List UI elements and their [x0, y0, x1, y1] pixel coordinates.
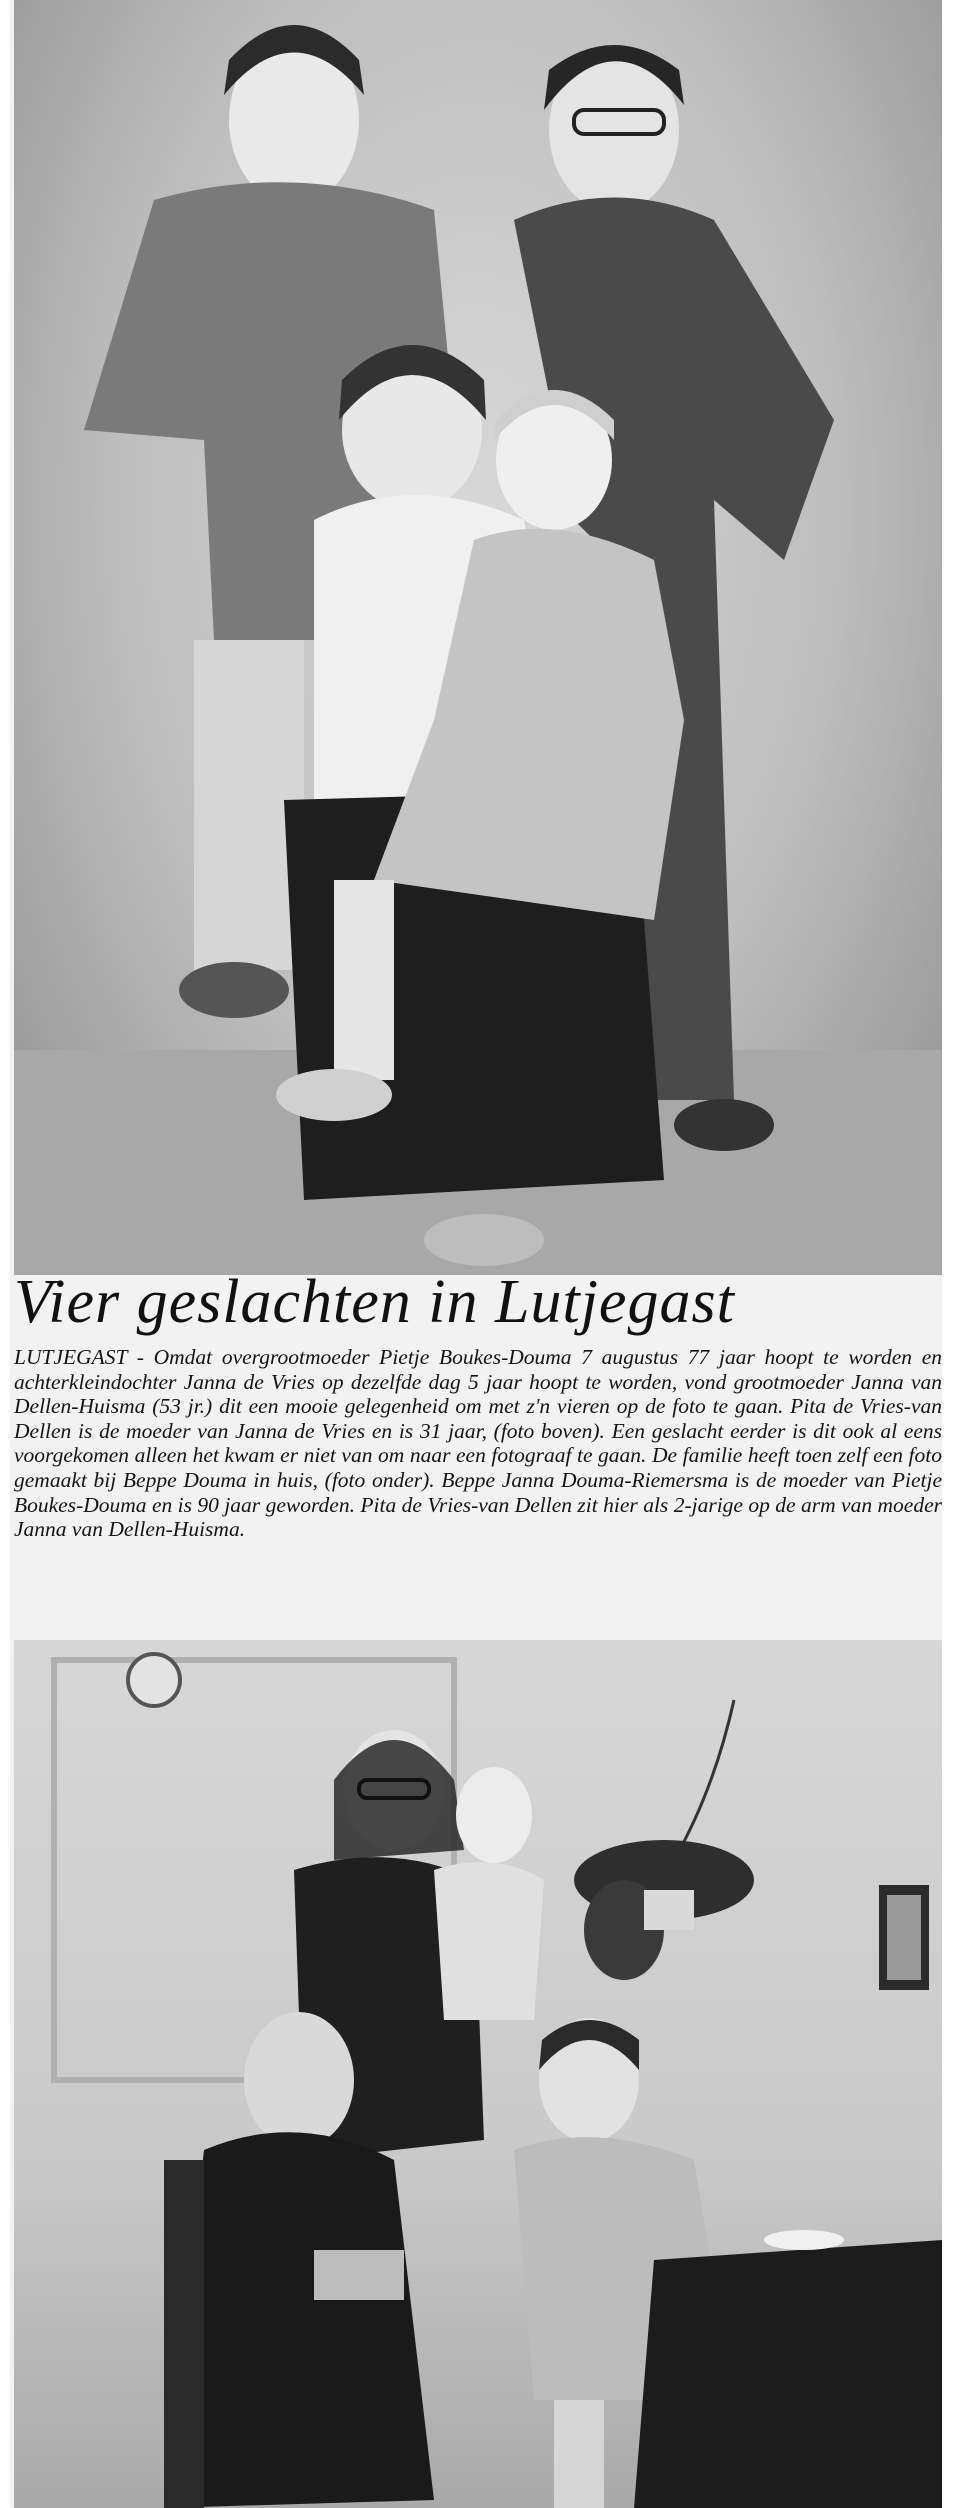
- top-photo-illustration: [14, 0, 942, 1275]
- cup: [764, 2230, 844, 2250]
- article-body: [14, 1345, 942, 1542]
- wall-plate: [128, 1654, 180, 1706]
- bottom-photo: [14, 1640, 942, 2508]
- headline: Vier geslachten in Lutjegast: [14, 1268, 735, 1336]
- table: [634, 2240, 942, 2508]
- dateline: LUTJEGAST -: [14, 1345, 144, 1369]
- article-paragraph: [14, 1345, 942, 1542]
- bottom-photo-illustration: [14, 1640, 942, 2508]
- hanging-plant: [574, 1700, 754, 1980]
- article-text: Omdat overgrootmoeder Pietje Boukes-Douma 7 augustus 77 jaar hoopt te worden en achterkleindochter Janna de Vries op dezelfde dag 5 jaar hoopt te worden, vond grootmoeder Janna van Dellen-Huisma (53 jr.) dit een mooie gelegenheid om met z'n vieren op de foto te gaan. Pita de Vries-van Dellen is de moeder van Janna de Vries en is 31 jaar, (foto boven). Een geslacht eerder is dit ook al eens voorgekomen alleen het kwam er niet van om naar een fotograaf te gaan. De familie heeft toen zelf een foto gemaakt bij Beppe Douma in huis, (foto onder). Beppe Janna Douma-Riemersma is de moeder van Pietje Boukes-Douma en is 90 jaar geworden. Pita de Vries-van Dellen zit hier als 2-jarige op de arm van moeder Janna van Dellen-Huisma.: [14, 1345, 943, 1542]
- top-photo: [14, 0, 942, 1275]
